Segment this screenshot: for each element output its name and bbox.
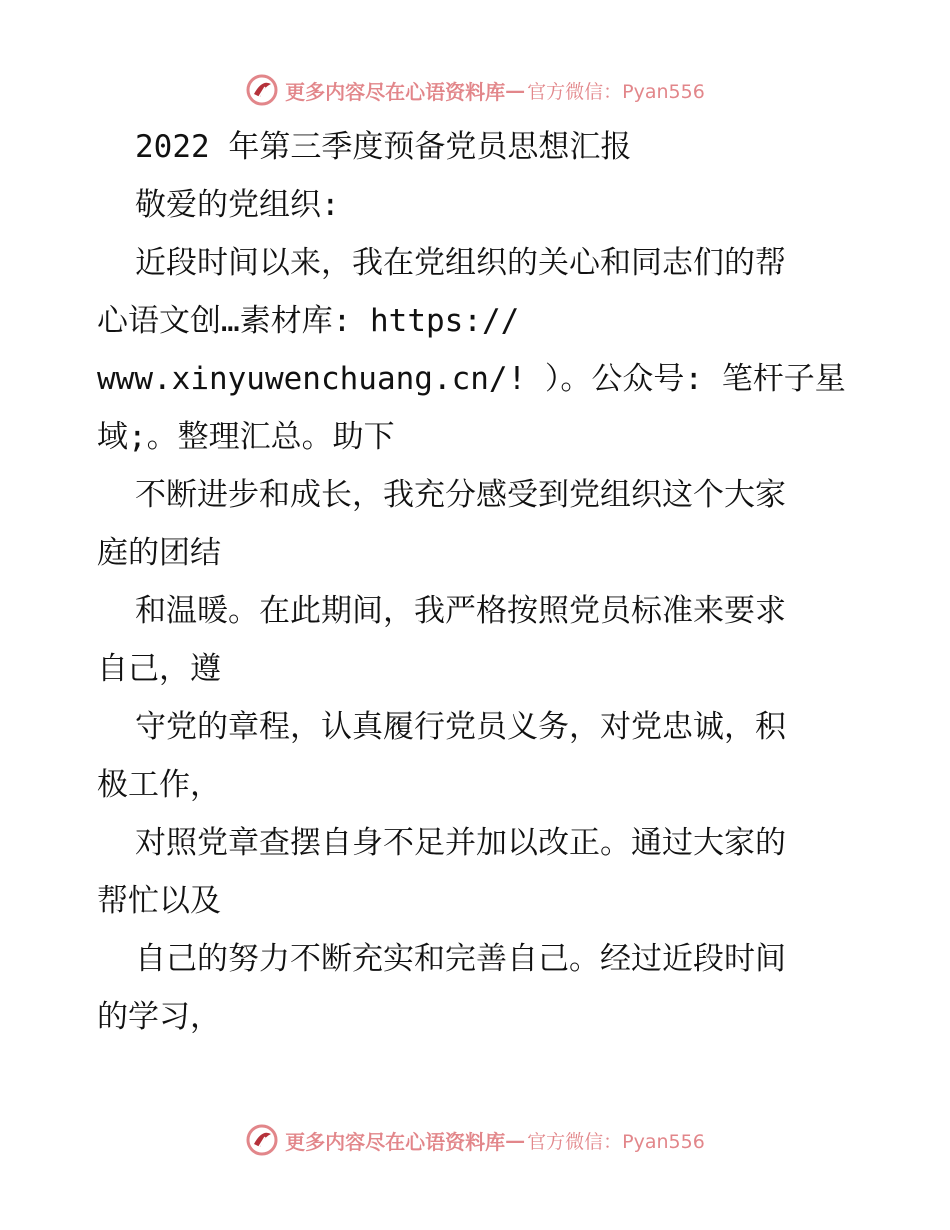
text-line: 和温暖。在此期间，我严格按照党员标准来要求 (135, 593, 786, 629)
text-line: 的学习， (97, 999, 221, 1035)
document-body (97, 118, 857, 1046)
text-line: 极工作， (97, 767, 221, 803)
text-line: 对照党章查摆自身不足并加以改正。通过大家的 (135, 825, 786, 861)
text-line: 2022 年第三季度预备党员思想汇报 (135, 129, 632, 165)
header-brand-text: 更多内容尽在心语资料库 (285, 79, 506, 104)
footer-separator: — (505, 1128, 526, 1152)
text-line: 不断进步和成长，我充分感受到党组织这个大家 (135, 477, 786, 513)
footer-brand-text: 更多内容尽在心语资料库 (285, 1129, 506, 1154)
text-line: 域;。整理汇总。助下 (97, 419, 395, 455)
header-wechat-text: 官方微信：Pyan556 (527, 80, 705, 103)
brand-logo-icon (245, 73, 279, 107)
footer-wechat-text: 官方微信：Pyan556 (527, 1130, 705, 1153)
text-line: 敬爱的党组织: (135, 187, 340, 223)
footer-watermark (0, 1120, 950, 1160)
text-line: 帮忙以及 (97, 883, 221, 919)
text-line: 庭的团结 (97, 535, 221, 571)
text-line: 自己的努力不断充实和完善自己。经过近段时间 (135, 941, 786, 977)
brand-logo-icon (245, 1123, 279, 1157)
text-line: www.xinyuwenchuang.cn/! ）。公众号: 笔杆子星 (97, 361, 846, 397)
text-line: 守党的章程，认真履行党员义务，对党忠诚，积 (135, 709, 786, 745)
text-line: 近段时间以来，我在党组织的关心和同志们的帮 (135, 245, 786, 281)
text-line: 心语文创…素材库: https:// (97, 303, 520, 339)
header-separator: — (505, 78, 526, 102)
header-watermark (0, 70, 950, 110)
text-line: 自己，遵 (97, 651, 221, 687)
